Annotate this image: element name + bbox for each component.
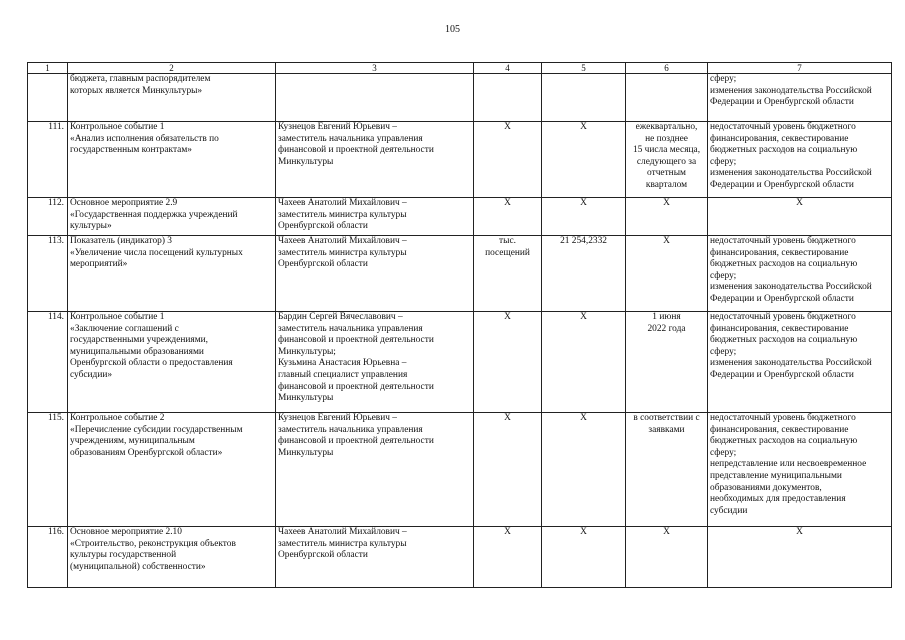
responsible-person: Чахеев Анатолий Михайлович – заместитель министра культуры Оренбургской области <box>276 236 474 312</box>
value: 21 254,2332 <box>542 236 626 312</box>
measure-name: Основное мероприятие 2.10 «Строительство, реконструкция объектов культуры государственной (муниципальной) собственности» <box>68 527 276 588</box>
header-cell: 4 <box>474 63 542 74</box>
header-row <box>28 63 892 74</box>
responsible-person: Чахеев Анатолий Михайлович – заместитель министра культуры Оренбургской области <box>276 198 474 236</box>
table-row <box>28 413 892 527</box>
row-number: 114. <box>28 312 68 413</box>
term: Х <box>626 236 708 312</box>
value: Х <box>542 198 626 236</box>
unit: Х <box>474 312 542 413</box>
table-row <box>28 198 892 236</box>
term: Х <box>626 198 708 236</box>
term: в соответствии с заявками <box>626 413 708 527</box>
unit: Х <box>474 198 542 236</box>
unit <box>474 74 542 122</box>
term: Х <box>626 527 708 588</box>
row-number: 113. <box>28 236 68 312</box>
measure-name: бюджета, главным распорядителем которых является Минкультуры» <box>68 74 276 122</box>
unit: Х <box>474 413 542 527</box>
responsible-person: Чахеев Анатолий Михайлович – заместитель министра культуры Оренбургской области <box>276 527 474 588</box>
value <box>542 74 626 122</box>
table-row <box>28 312 892 413</box>
measure-name: Контрольное событие 1 «Заключение соглашений с государственными учреждениями, муниципальными образованиями Оренбургской области о предоставления субсидии» <box>68 312 276 413</box>
header-cell: 7 <box>708 63 892 74</box>
unit: Х <box>474 527 542 588</box>
term: ежеквартально, не позднее 15 числа месяца, следующего за отчетным кварталом <box>626 122 708 198</box>
responsible-person <box>276 74 474 122</box>
header-cell: 5 <box>542 63 626 74</box>
term: 1 июня 2022 года <box>626 312 708 413</box>
row-number: 112. <box>28 198 68 236</box>
measure-name: Показатель (индикатор) 3 «Увеличение числа посещений культурных мероприятий» <box>68 236 276 312</box>
risks: Х <box>708 527 892 588</box>
risks: недостаточный уровень бюджетного финансирования, секвестирование бюджетных расходов на социальную сферу; непредставление или несвоевременное представление муниципальными образованиями документов, необходимых для предоставления субсидии <box>708 413 892 527</box>
row-number: 111. <box>28 122 68 198</box>
table-row <box>28 74 892 122</box>
unit: Х <box>474 122 542 198</box>
risks: недостаточный уровень бюджетного финансирования, секвестирование бюджетных расходов на социальную сферу; изменения законодательства Российской Федерации и Оренбургской области <box>708 122 892 198</box>
risks: недостаточный уровень бюджетного финансирования, секвестирование бюджетных расходов на социальную сферу; изменения законодательства Российской Федерации и Оренбургской области <box>708 312 892 413</box>
header-cell: 2 <box>68 63 276 74</box>
table-row <box>28 236 892 312</box>
risks: недостаточный уровень бюджетного финансирования, секвестирование бюджетных расходов на социальную сферу; изменения законодательства Российской Федерации и Оренбургской области <box>708 236 892 312</box>
term <box>626 74 708 122</box>
responsible-person: Бардин Сергей Вячеславович – заместитель начальника управления финансовой и проектной деятельности Минкультуры; Кузьмина Анастасия Юрьевна – главный специалист управления финансовой и проектной деятельности Минкультуры <box>276 312 474 413</box>
value: Х <box>542 312 626 413</box>
risks: Х <box>708 198 892 236</box>
table-row <box>28 527 892 588</box>
header-cell: 6 <box>626 63 708 74</box>
value: Х <box>542 527 626 588</box>
row-number: 116. <box>28 527 68 588</box>
measure-name: Контрольное событие 2 «Перечисление субсидии государственным учреждениям, муниципальным образованиям Оренбургской области» <box>68 413 276 527</box>
responsible-person: Кузнецов Евгений Юрьевич – заместитель начальника управления финансовой и проектной деятельности Минкультуры <box>276 122 474 198</box>
measures-table <box>27 62 892 588</box>
row-number: 115. <box>28 413 68 527</box>
page-number: 105 <box>445 24 460 35</box>
table-row <box>28 122 892 198</box>
value: Х <box>542 122 626 198</box>
measure-name: Основное мероприятие 2.9 «Государственная поддержка учреждений культуры» <box>68 198 276 236</box>
measure-name: Контрольное событие 1 «Анализ исполнения обязательств по государственным контрактам» <box>68 122 276 198</box>
row-number <box>28 74 68 122</box>
header-cell: 1 <box>28 63 68 74</box>
value: Х <box>542 413 626 527</box>
risks: сферу; изменения законодательства Российской Федерации и Оренбургской области <box>708 74 892 122</box>
responsible-person: Кузнецов Евгений Юрьевич – заместитель начальника управления финансовой и проектной деятельности Минкультуры <box>276 413 474 527</box>
unit: тыс. посещений <box>474 236 542 312</box>
header-cell: 3 <box>276 63 474 74</box>
